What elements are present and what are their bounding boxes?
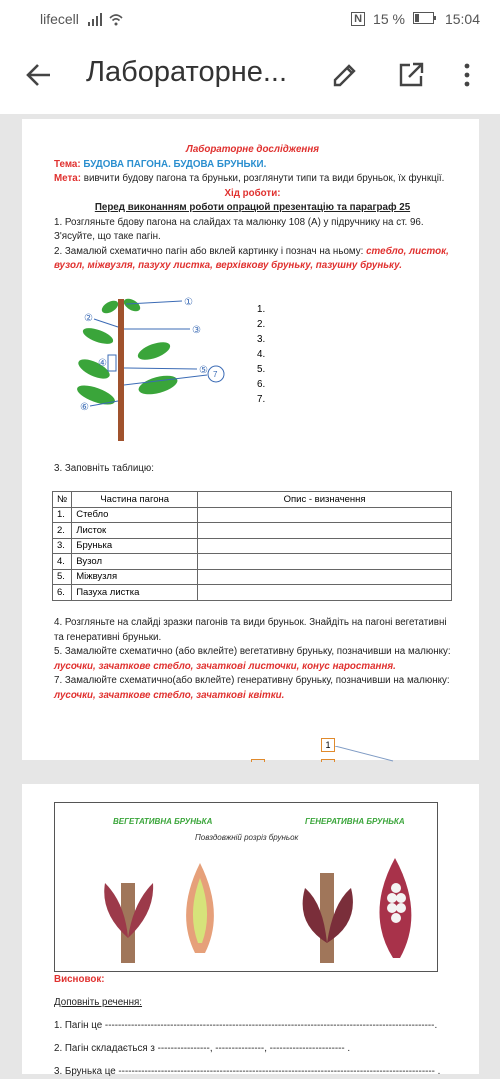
conclusion-heading: Висновок: [54,974,105,985]
app-bar [0,38,500,114]
back-arrow-icon[interactable] [24,60,54,95]
svg-text:⑥: ⑥ [80,402,89,413]
label-number-list: 1. 2. 3. 4. 5. 6. 7. [257,304,266,405]
marker-line [335,746,395,762]
open-external-icon[interactable] [396,60,426,95]
more-menu-icon[interactable] [460,60,474,95]
carrier-label: lifecell [40,11,79,27]
before-note: Перед виконанням роботи опрацюй презентацію та параграф 25 [94,202,411,213]
table-row: 2. Листок [53,523,452,539]
battery-percent: 15 % [373,11,405,27]
goal-line: Мета: вивчити будову пагона та бруньки, розглянути типи та види бруньок, їх функції. [54,173,445,184]
buds-figure [54,802,438,972]
parts-table: № Частина пагона Опис - визначення 1. Стебло 2. Листок 3. Брунька 4. Вузол 5. Міжвузля 6. Пазуха листка [52,491,452,601]
step-1: 1. Розгляньте бдову пагона на слайдах та малюнку 108 (А) у підручнику на ст. 96. З'ясуйте, що таке пагін. [54,216,424,242]
marker-box: 1 [321,738,335,752]
stem-shape [118,299,124,441]
topic-line: Тема: БУДОВА ПАГОНА. БУДОВА БРУНЬКИ. [54,158,267,170]
document-title: Лабораторне... [86,56,288,88]
sentence-2: 2. Пагін складається з ----------------, ---------------, ----------------------- . [54,1043,351,1054]
step-2: 2. Замалюй схематично пагін або вклей картинку і познач на ньому: стебло, листок, вузол, міжвузля, пазуху листка, верхівкову бруньку, пазушну бруньку. [54,245,449,271]
nfc-icon: N [351,12,365,26]
sentence-1: 1. Пагін це -----------------------------------------------------------------------------------------------------. [54,1020,438,1031]
battery-icon [413,11,437,27]
lab-title: Лабораторне дослідження [185,144,320,155]
progress-heading: Хід роботи: [224,187,281,199]
step-4: 4. Розгляньте на слайді зразки пагонів та види бруньок. Знайдіть на пагоні вегетативні та генеративні бруньки. [54,617,447,643]
edit-pencil-icon[interactable] [330,60,360,95]
svg-text:7: 7 [213,370,218,379]
document-page-2 [22,784,479,1077]
svg-text:①: ① [184,297,193,308]
table-row: 1. Стебло [53,507,452,523]
shoot-diagram [62,289,252,449]
complete-sentences: Доповніть речення: [54,997,143,1008]
table-row: 5. Міжвузля [53,569,452,585]
table-row: 3. Брунька [53,538,452,554]
section-caption: Повздовжній розріз бруньок [195,833,299,842]
signal-wifi-icon [88,12,128,29]
step-3: 3. Заповніть таблицю: [54,463,154,474]
svg-text:③: ③ [192,325,201,336]
buds-illustration [55,843,439,968]
step-7: 7. Замалюйте схематично(або вклейте) генеративну бруньку, позначивши на малюнку: лусочки, зачаткове стебло, зачаткові квітки. [54,675,450,701]
vegetative-bud-label: ВЕГЕТАТИВНА БРУНЬКА [113,817,213,826]
table-row: 4. Вузол [53,554,452,570]
sentence-3: 3. Брунька це ------------------------------------------------------------------------------------------------- . [54,1066,441,1077]
generative-bud-label: ГЕНЕРАТИВНА БРУНЬКА [305,817,405,826]
step-5: 5. Замалюйте схематично (або вклейте) вегетативну бруньку, позначивши на малюнку: лусочки, зачаткове стебло, зачаткові листочки, конус наростання. [54,646,451,672]
marker-box-partial [321,759,335,762]
svg-text:②: ② [84,313,93,324]
svg-text:⑤: ⑤ [199,365,208,376]
table-row: 6. Пазуха листка [53,585,452,601]
svg-text:④: ④ [98,358,107,369]
marker-box-partial [251,759,265,762]
document-page-1 [22,119,479,760]
clock: 15:04 [444,11,480,27]
status-bar [0,0,500,38]
